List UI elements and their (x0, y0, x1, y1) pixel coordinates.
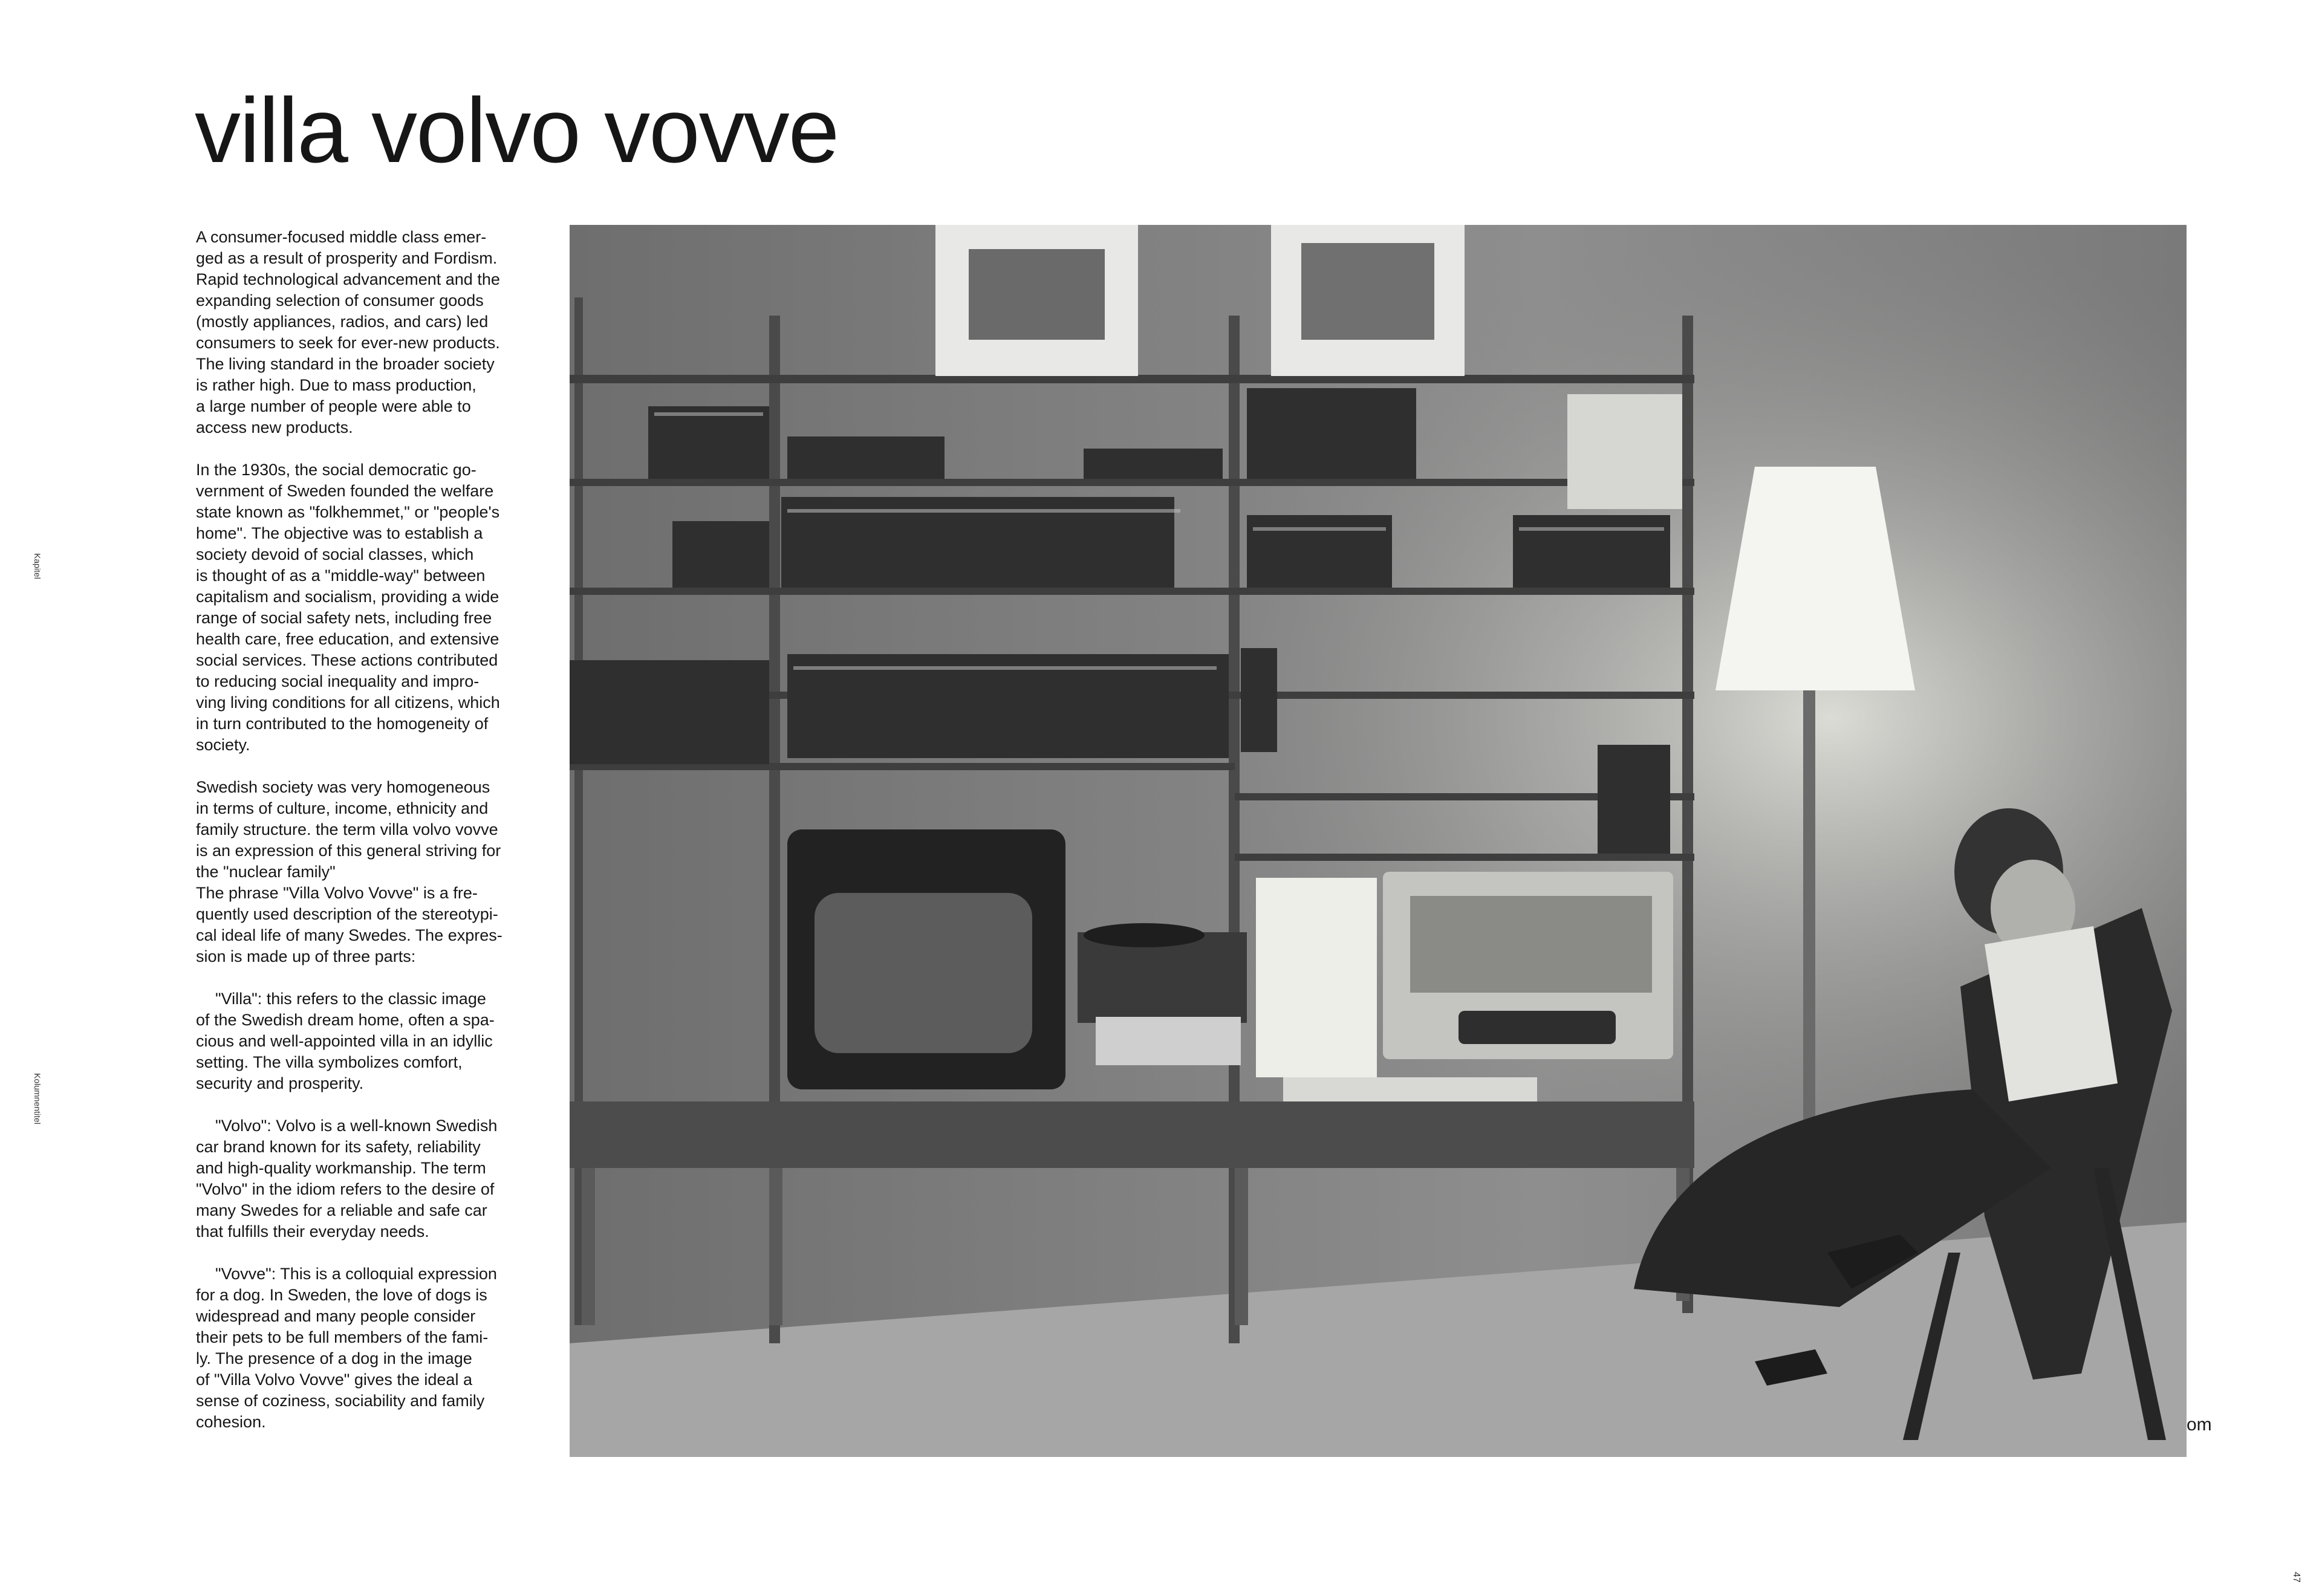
paragraph (196, 1264, 535, 1433)
text-line: Swedish society was very homogeneous (196, 778, 490, 796)
text-line: many Swedes for a reliable and safe car (196, 1201, 487, 1219)
text-line: is thought of as a "middle-way" between (196, 566, 486, 585)
text-line: cohesion. (196, 1413, 266, 1431)
text-line: car brand known for its safety, reliability (196, 1138, 481, 1156)
text-line: their pets to be full members of the fami- (196, 1328, 489, 1346)
text-line: capitalism and socialism, providing a wide (196, 588, 499, 606)
text-line: for a dog. In Sweden, the love of dogs is (196, 1286, 487, 1304)
page-title: villa volvo vovve (195, 79, 839, 182)
text-line: range of social safety nets, including free (196, 609, 492, 627)
text-line: "Villa": this refers to the classic image (215, 990, 486, 1008)
text-line: in terms of culture, income, ethnicity and (196, 799, 489, 817)
text-line: the "nuclear family" (196, 863, 336, 881)
text-line: "Volvo" in the idiom refers to the desire of (196, 1180, 495, 1198)
text-line: "Volvo": Volvo is a well-known Swedish (215, 1117, 498, 1135)
text-line: that fulfills their everyday needs. (196, 1222, 429, 1241)
text-line: widespread and many people consider (196, 1307, 476, 1325)
text-line: setting. The villa symbolizes comfort, (196, 1053, 463, 1071)
text-line: expanding selection of consumer goods (196, 291, 484, 310)
text-line: ged as a result of prosperity and Fordism. (196, 249, 498, 267)
text-line: The living standard in the broader society (196, 355, 495, 373)
text-line: consumers to seek for ever-new products. (196, 334, 500, 352)
text-line: state known as "folkhemmet," or "people's (196, 503, 500, 521)
text-line: vernment of Sweden founded the welfare (196, 482, 494, 500)
text-line: a large number of people were able to (196, 397, 471, 415)
paragraph (196, 988, 535, 1094)
text-line: cious and well-appointed villa in an idyllic (196, 1032, 493, 1050)
text-line: The phrase "Villa Volvo Vovve" is a fre- (196, 884, 478, 902)
text-line: "Vovve": This is a colloquial expression (215, 1265, 497, 1283)
text-line: and high-quality workmanship. The term (196, 1159, 486, 1177)
photo-living-room-icon (570, 225, 2187, 1457)
side-label-running-head: Kolumnentitel (33, 1073, 42, 1124)
text-line: society. (196, 736, 250, 754)
body-text-column (196, 227, 535, 1454)
text-line: sion is made up of three parts: (196, 947, 416, 965)
text-line: is rather high. Due to mass production, (196, 376, 476, 394)
text-line: A consumer-focused middle class emer- (196, 228, 487, 246)
text-line: access new products. (196, 418, 353, 436)
text-line: to reducing social inequality and impro- (196, 672, 480, 690)
text-line: quently used description of the stereotypi- (196, 905, 498, 923)
text-line: sense of coziness, sociability and family (196, 1392, 485, 1410)
text-line: social services. These actions contributed (196, 651, 498, 669)
text-line: Rapid technological advancement and the (196, 270, 500, 288)
paragraph (196, 459, 535, 756)
side-label-chapter: Kapitel (33, 553, 42, 579)
text-line: ving living conditions for all citizens, which (196, 693, 500, 712)
text-line: In the 1930s, the social democratic go- (196, 461, 476, 479)
photo-living-room (570, 225, 2187, 1457)
text-line: of the Swedish dream home, often a spa- (196, 1011, 495, 1029)
text-line: health care, free education, and extensive (196, 630, 499, 648)
text-line: home". The objective was to establish a (196, 524, 483, 542)
text-line: cal ideal life of many Swedes. The expres- (196, 926, 502, 944)
text-line: security and prosperity. (196, 1074, 364, 1092)
photo-crop-text: om (2187, 1415, 2212, 1435)
text-line: (mostly appliances, radios, and cars) led (196, 313, 489, 331)
text-line: ly. The presence of a dog in the image (196, 1349, 472, 1367)
text-line: is an expression of this general striving for (196, 842, 501, 860)
text-line: of "Villa Volvo Vovve" gives the ideal a (196, 1371, 472, 1389)
paragraph (196, 1115, 535, 1242)
page-number: 47 (2291, 1572, 2301, 1583)
paragraph (196, 227, 535, 438)
paragraph (196, 777, 535, 967)
text-line: in turn contributed to the homogeneity of (196, 715, 489, 733)
text-line: family structure. the term villa volvo vovve (196, 820, 498, 839)
text-line: society devoid of social classes, which (196, 545, 474, 563)
